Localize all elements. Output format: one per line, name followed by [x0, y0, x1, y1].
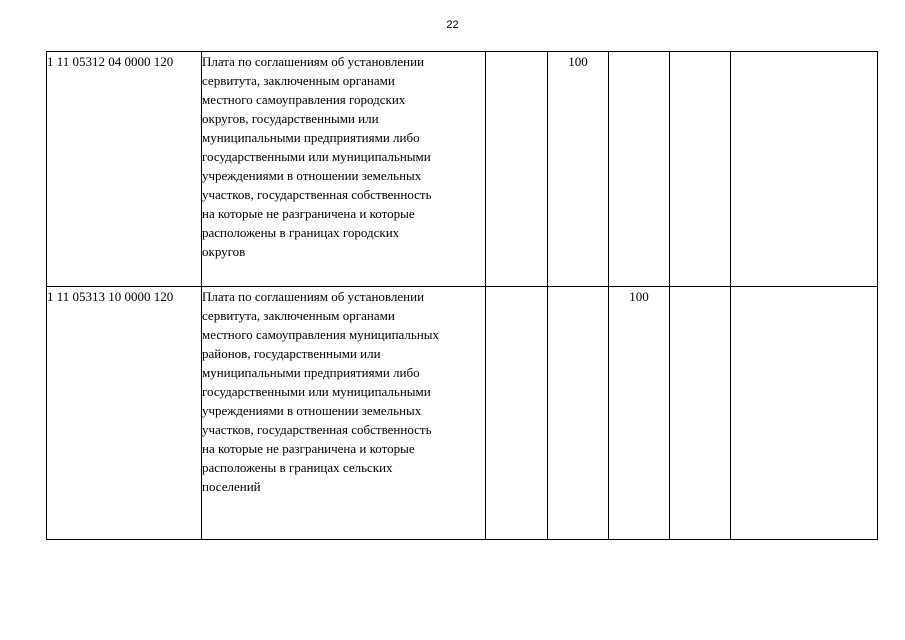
- value-cell: [609, 52, 670, 287]
- description-line: муниципальными предприятиями либо: [202, 130, 420, 145]
- description-line: Плата по соглашениям об установлении: [202, 289, 425, 304]
- value-cell: [548, 287, 609, 540]
- description-line: муниципальными предприятиями либо: [202, 365, 420, 380]
- value-cell: 100: [548, 52, 609, 287]
- description-line: районов, государственными или: [202, 346, 381, 361]
- description-line: округов: [202, 244, 246, 259]
- description-line: участков, государственная собственность: [202, 422, 432, 437]
- description-line: учреждениями в отношении земельных: [202, 168, 422, 183]
- value-cell: [731, 287, 878, 540]
- value-cell: [486, 287, 548, 540]
- description-line: учреждениями в отношении земельных: [202, 403, 422, 418]
- description-line: на которые не разграничена и которые: [202, 441, 415, 456]
- value-cell: 100: [609, 287, 670, 540]
- value-cell: [731, 52, 878, 287]
- description-line: на которые не разграничена и которые: [202, 206, 415, 221]
- description-line: местного самоуправления муниципальных: [202, 327, 440, 342]
- description-line: сервитута, заключенным органами: [202, 308, 395, 323]
- description-line: расположены в границах сельских: [202, 460, 393, 475]
- description-line: государственными или муниципальными: [202, 149, 431, 164]
- description-cell: [202, 287, 486, 540]
- value-cell: [670, 287, 731, 540]
- description-line: сервитута, заключенным органами: [202, 73, 395, 88]
- budget-code-cell: 1 11 05313 10 0000 120: [47, 287, 202, 540]
- description-cell: [202, 52, 486, 287]
- description-line: расположены в границах городских: [202, 225, 400, 240]
- value-cell: [670, 52, 731, 287]
- description-line: государственными или муниципальными: [202, 384, 431, 399]
- table-row: [47, 52, 878, 287]
- description-line: участков, государственная собственность: [202, 187, 432, 202]
- description-line: округов, государственными или: [202, 111, 379, 126]
- table-row: [47, 287, 878, 540]
- description-line: местного самоуправления городских: [202, 92, 406, 107]
- value-cell: [486, 52, 548, 287]
- description-line: Плата по соглашениям об установлении: [202, 54, 425, 69]
- budget-code-cell: 1 11 05312 04 0000 120: [47, 52, 202, 287]
- revenue-table: [46, 51, 878, 540]
- description-line: поселений: [202, 479, 261, 494]
- page-number: 22: [446, 19, 459, 31]
